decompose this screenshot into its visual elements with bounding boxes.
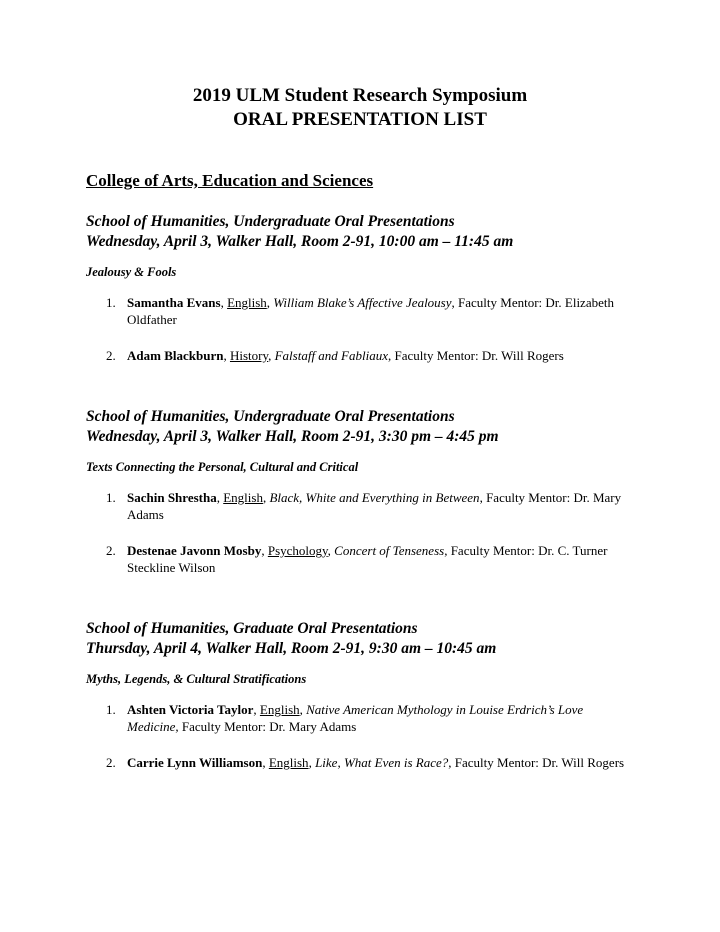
item-number: 2. (106, 348, 116, 363)
department: English (268, 755, 309, 770)
list-item (86, 701, 634, 735)
item-number: 2. (106, 543, 116, 558)
presentation-list (86, 701, 634, 771)
faculty-mentor: , Faculty Mentor: Dr. Will Rogers (388, 348, 564, 363)
separator: , (268, 348, 275, 363)
faculty-mentor: Faculty Mentor: Dr. Mary Adams (178, 719, 357, 734)
session-time-location: Thursday, April 4, Walker Hall, Room 2-91, 9:30 am – 10:45 am (86, 640, 497, 657)
separator: , (262, 755, 269, 770)
session-theme: Jealousy & Fools (86, 265, 177, 279)
session-3 (86, 619, 634, 771)
separator: , (261, 543, 268, 558)
separator: , (266, 295, 274, 310)
separator: , (223, 348, 230, 363)
college-heading: College of Arts, Education and Sciences (86, 171, 374, 190)
faculty-mentor: , Faculty Mentor: Dr. C. Turner Steckline Wilson (127, 543, 608, 575)
presentation-title: Black, White and Everything in Between (269, 490, 480, 505)
title-line-1: 2019 ULM Student Research Symposium (192, 85, 528, 106)
item-number: 1. (106, 702, 116, 717)
faculty-mentor: , Faculty Mentor: Dr. Mary Adams (127, 490, 622, 522)
separator: , (253, 702, 260, 717)
separator: , (220, 295, 228, 310)
item-number: 2. (106, 755, 116, 770)
list-item (86, 542, 634, 576)
department: Psychology (267, 543, 328, 558)
separator: , (327, 543, 335, 558)
session-heading (86, 212, 634, 252)
session-1 (86, 212, 634, 364)
list-item (86, 489, 634, 523)
department: English (223, 490, 263, 505)
title-line-2: ORAL PRESENTATION LIST (233, 109, 487, 130)
session-2 (86, 407, 634, 576)
presenter-name: Ashten Victoria Taylor (127, 702, 254, 717)
presentation-title: Native American Mythology in Louise Erdrich’s Love Medicine, (127, 702, 584, 734)
faculty-mentor: , Faculty Mentor: Dr. Elizabeth Oldfather (127, 295, 614, 327)
session-school: School of Humanities, Undergraduate Oral Presentations (86, 213, 455, 230)
list-item (86, 347, 634, 364)
separator: , (262, 490, 270, 505)
presenter-name: Samantha Evans (127, 295, 221, 310)
presentation-title: Concert of Tenseness (334, 543, 445, 558)
item-number: 1. (106, 295, 116, 310)
document-title (86, 84, 634, 132)
presenter-name: Destenae Javonn Mosby (127, 543, 262, 558)
separator: , (299, 702, 307, 717)
session-theme: Texts Connecting the Personal, Cultural and Critical (86, 460, 359, 474)
item-number: 1. (106, 490, 116, 505)
department: English (259, 702, 300, 717)
separator: , (216, 490, 224, 505)
separator: , (308, 755, 316, 770)
presentation-title: William Blake’s Affective Jealousy (273, 295, 452, 310)
department: History (229, 348, 269, 363)
session-time-location: Wednesday, April 3, Walker Hall, Room 2-91, 3:30 pm – 4:45 pm (86, 428, 499, 445)
presenter-name: Adam Blackburn (127, 348, 224, 363)
department: English (227, 295, 267, 310)
list-item (86, 294, 634, 328)
session-school: School of Humanities, Graduate Oral Presentations (86, 620, 418, 637)
session-theme: Myths, Legends, & Cultural Stratifications (86, 672, 307, 686)
presentation-title: Falstaff and Fabliaux (274, 348, 388, 363)
session-school: School of Humanities, Undergraduate Oral Presentations (86, 408, 455, 425)
session-heading (86, 619, 634, 659)
list-item (86, 754, 634, 771)
presentation-list (86, 489, 634, 576)
faculty-mentor: , Faculty Mentor: Dr. Will Rogers (448, 755, 625, 770)
presentation-title: Like, What Even is Race? (315, 755, 449, 770)
presenter-name: Carrie Lynn Williamson (127, 755, 263, 770)
presenter-name: Sachin Shrestha (127, 490, 217, 505)
presentation-list (86, 294, 634, 364)
session-time-location: Wednesday, April 3, Walker Hall, Room 2-91, 10:00 am – 11:45 am (86, 233, 514, 250)
session-heading (86, 407, 634, 447)
